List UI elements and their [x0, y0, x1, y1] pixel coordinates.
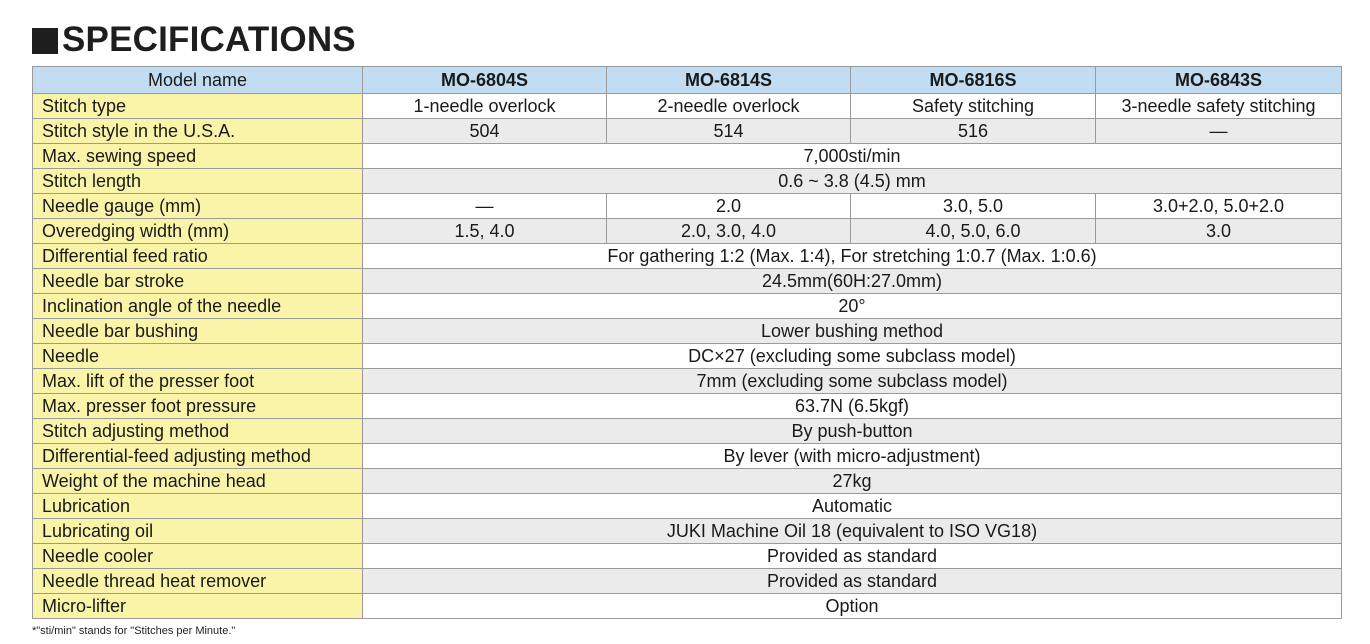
row-label: Max. sewing speed [33, 144, 363, 169]
row-label: Differential feed ratio [33, 244, 363, 269]
row-value: 1-needle overlock [363, 94, 607, 119]
row-value: 2.0 [607, 194, 851, 219]
row-value: 4.0, 5.0, 6.0 [851, 219, 1096, 244]
table-body [33, 94, 1342, 619]
title-square-icon [32, 28, 58, 54]
table-row [33, 369, 1342, 394]
row-value: Provided as standard [363, 544, 1342, 569]
row-value: 2.0, 3.0, 4.0 [607, 219, 851, 244]
table-row [33, 394, 1342, 419]
row-label: Micro-lifter [33, 594, 363, 619]
row-value: 516 [851, 119, 1096, 144]
row-value: Option [363, 594, 1342, 619]
row-label: Max. lift of the presser foot [33, 369, 363, 394]
page-title-text: SPECIFICATIONS [62, 20, 356, 59]
row-label: Overedging width (mm) [33, 219, 363, 244]
row-value: 3.0+2.0, 5.0+2.0 [1096, 194, 1342, 219]
table-row [33, 594, 1342, 619]
header-model-3: MO-6816S [851, 67, 1096, 94]
footnote: *"sti/min" stands for "Stitches per Minute." [32, 625, 236, 637]
header-model-2: MO-6814S [607, 67, 851, 94]
row-value: Provided as standard [363, 569, 1342, 594]
table-row [33, 169, 1342, 194]
table-row [33, 569, 1342, 594]
table-row [33, 244, 1342, 269]
table-row [33, 94, 1342, 119]
table-header [33, 67, 1342, 94]
row-label: Inclination angle of the needle [33, 294, 363, 319]
table-row [33, 519, 1342, 544]
table-row [33, 494, 1342, 519]
header-model-name-label: Model name [33, 67, 363, 94]
row-label: Lubricating oil [33, 519, 363, 544]
table-row [33, 194, 1342, 219]
row-value: 63.7N (6.5kgf) [363, 394, 1342, 419]
row-value: 0.6 ~ 3.8 (4.5) mm [363, 169, 1342, 194]
row-value: Safety stitching [851, 94, 1096, 119]
row-value: DC×27 (excluding some subclass model) [363, 344, 1342, 369]
row-label: Needle bar stroke [33, 269, 363, 294]
header-model-1: MO-6804S [363, 67, 607, 94]
row-value: 20° [363, 294, 1342, 319]
row-value: 3.0, 5.0 [851, 194, 1096, 219]
row-label: Stitch type [33, 94, 363, 119]
table-row [33, 544, 1342, 569]
row-value: 3-needle safety stitching [1096, 94, 1342, 119]
table-row [33, 144, 1342, 169]
row-value: 3.0 [1096, 219, 1342, 244]
row-label: Max. presser foot pressure [33, 394, 363, 419]
table-row [33, 444, 1342, 469]
row-value: Lower bushing method [363, 319, 1342, 344]
row-value: 24.5mm(60H:27.0mm) [363, 269, 1342, 294]
row-label: Weight of the machine head [33, 469, 363, 494]
row-value: 7,000sti/min [363, 144, 1342, 169]
table-row [33, 319, 1342, 344]
table-row [33, 469, 1342, 494]
row-label: Needle bar bushing [33, 319, 363, 344]
row-value: 2-needle overlock [607, 94, 851, 119]
row-value: Automatic [363, 494, 1342, 519]
row-value: 27kg [363, 469, 1342, 494]
row-value: 7mm (excluding some subclass model) [363, 369, 1342, 394]
row-value: 1.5, 4.0 [363, 219, 607, 244]
row-label: Stitch length [33, 169, 363, 194]
row-label: Needle cooler [33, 544, 363, 569]
table-row [33, 219, 1342, 244]
row-label: Needle gauge (mm) [33, 194, 363, 219]
table-row [33, 119, 1342, 144]
row-value: — [1096, 119, 1342, 144]
row-value: By lever (with micro-adjustment) [363, 444, 1342, 469]
row-label: Stitch adjusting method [33, 419, 363, 444]
row-label: Needle thread heat remover [33, 569, 363, 594]
row-label: Lubrication [33, 494, 363, 519]
row-label: Needle [33, 344, 363, 369]
table-row [33, 294, 1342, 319]
row-label: Stitch style in the U.S.A. [33, 119, 363, 144]
row-value: 504 [363, 119, 607, 144]
table-row [33, 344, 1342, 369]
table-row [33, 269, 1342, 294]
row-value: For gathering 1:2 (Max. 1:4), For stretching 1:0.7 (Max. 1:0.6) [363, 244, 1342, 269]
table-row [33, 419, 1342, 444]
row-value: By push-button [363, 419, 1342, 444]
row-value: 514 [607, 119, 851, 144]
row-value: JUKI Machine Oil 18 (equivalent to ISO VG18) [363, 519, 1342, 544]
page-title [32, 18, 356, 62]
header-model-4: MO-6843S [1096, 67, 1342, 94]
header-row [33, 67, 1342, 94]
specifications-table [32, 66, 1342, 619]
row-value: — [363, 194, 607, 219]
row-label: Differential-feed adjusting method [33, 444, 363, 469]
